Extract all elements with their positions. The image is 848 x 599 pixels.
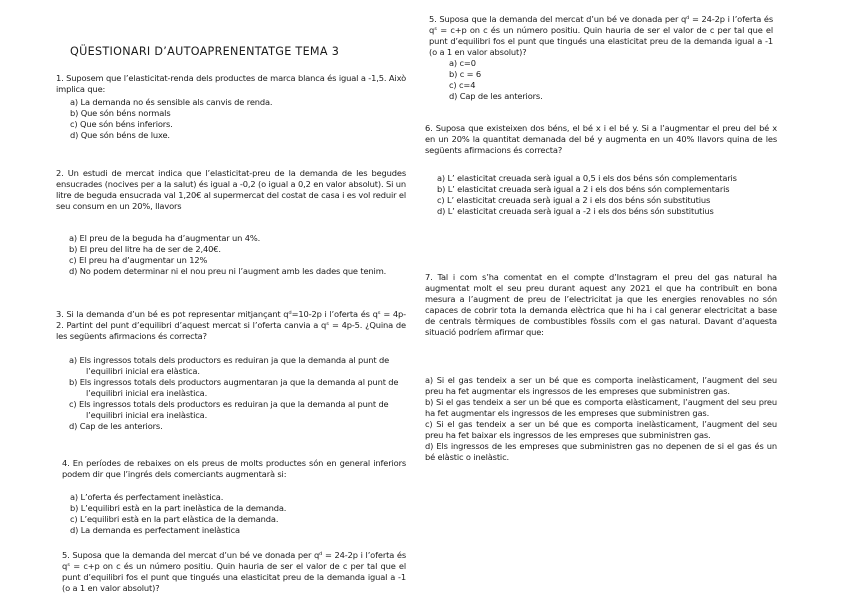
question-4-stem: 4. En períodes de rebaixes on els preus de molts productes són en general inferiors podem dir que l’ingrés dels comerciants augmentarà si: <box>62 458 406 479</box>
question-1-options <box>56 97 406 141</box>
option: b) c = 6 <box>449 69 482 79</box>
question-7-stem: 7. Tal i com s’ha comentat en el compte d’Instagram el preu del gas natural ha augmentat molt el seu preu durant aquest any 2021 el que ha contribuït en bona mesura a l’augment de preu de l’electricitat ja que les energies renovables no són capaces de cobrir tota la demanda elèctrica que hi ha i cal generar electricitat a base de centrals tèrmiques de combustibles fòssils com el gas natural. Davant d’aquesta situació podríem afirmar que: <box>425 272 777 337</box>
option: a) L’oferta és perfectament inelàstica. <box>70 492 224 502</box>
option: b) Els ingressos totals dels productors augmentaran ja que la demanda al punt de l’equilibri inicial era inelàstica. <box>69 377 399 398</box>
option: d) Cap de les anteriors. <box>69 421 163 431</box>
option: a) El preu de la beguda ha d’augmentar un 4%. <box>69 233 261 243</box>
question-3-options <box>56 355 406 432</box>
question-6-options <box>437 173 777 217</box>
option: c) c=4 <box>449 80 476 90</box>
question-3-stem: 3. Si la demanda d’un bé es pot representar mitjançant qᵈ=10-2p i l’oferta és qˢ = 4p-2. Partint del punt d’equilibri d’aquest mercat si l’oferta canvia a qˢ = 4p-5. ¿Quina de les següents afirmacions és correcta? <box>56 309 406 341</box>
option: d) No podem determinar ni el nou preu ni l’augment amb les dades que tenim. <box>69 266 387 276</box>
question-1-stem: 1. Suposem que l’elasticitat-renda dels productes de marca blanca és igual a -1,5. Això implica que: <box>56 73 406 94</box>
option: c) Si el gas tendeix a ser un bé que es comporta inelàsticament, l’augment del seu preu ha fet baixar els ingressos de les empreses que subministren gas. <box>425 419 777 440</box>
option: a) La demanda no és sensible als canvis de renda. <box>70 97 273 107</box>
option: d) La demanda es perfectament inelàstica <box>70 525 240 535</box>
question-5-options <box>435 58 769 102</box>
question-7-options <box>425 375 777 463</box>
option: d) Els ingressos de les empreses que subministren gas no depenen de si el gas és un bé elàstic o inelàstic. <box>425 441 777 462</box>
option: a) Si el gas tendeix a ser un bé que es comporta inelàsticament, l’augment del seu preu ha fet augmentar els ingressos de les empreses que subministren gas. <box>425 375 777 396</box>
question-2-stem: 2. Un estudi de mercat indica que l’elasticitat-preu de la demanda de les begudes ensucrades (nocives per a la salut) és igual a -0,2 (o igual a 0,2 en valor absolut). Si un litre de beguda ensucrada val 1,20€ al supermercat del costat de casa i es vol reduir el seu consum en un 20%, llavors <box>56 168 406 211</box>
option: c) L’ elasticitat creuada serà igual a 2 i els dos béns són substitutius <box>437 195 711 205</box>
option: b) L’ elasticitat creuada serà igual a 2 i els dos béns són complementaris <box>437 184 730 194</box>
option: b) El preu del litre ha de ser de 2,40€. <box>69 244 221 254</box>
option: a) L’ elasticitat creuada serà igual a 0,5 i els dos béns són complementaris <box>437 173 737 183</box>
option: d) Que són béns de luxe. <box>70 130 170 140</box>
question-5-continuation <box>429 14 777 58</box>
option: b) L’equilibri està en la part inelàstica de la demanda. <box>70 503 287 513</box>
question-6-stem: 6. Suposa que existeixen dos béns, el bé x i el bé y. Si a l’augmentar el preu del bé x en un 20% la quantitat demanada del bé y augmenta en un 40% llavors quina de les següents afirmacions és correcta? <box>425 123 777 155</box>
option: c) L’equilibri està en la part elàstica de la demanda. <box>70 514 279 524</box>
option: c) Que són béns inferiors. <box>70 119 173 129</box>
question-4-options <box>56 492 406 536</box>
question-2-options <box>56 233 406 277</box>
option: d) Cap de les anteriors. <box>449 91 543 101</box>
option: c) El preu ha d’augmentar un 12% <box>69 255 208 265</box>
question-5-stem: 5. Suposa que la demanda del mercat d’un bé ve donada per qᵈ = 24-2p i l’oferta és qˢ = c+p on c és un número positiu. Quin hauria de ser el valor de c per tal que el punt d’equilibri fos el punt que tingués una elasticitat preu de la demanda igual a -1 (o a 1 en valor absolut)? <box>62 550 406 593</box>
option: b) Que són béns normals <box>70 108 171 118</box>
option: b) Si el gas tendeix a ser un bé que es comporta elàsticament, l’augment del seu preu ha fet augmentar els ingressos de les empreses que subministren gas. <box>425 397 777 418</box>
option: a) Els ingressos totals dels productors es reduiran ja que la demanda al punt de l’equilibri inicial era elàstica. <box>69 355 390 376</box>
question-5-continued-text: 5. Suposa que la demanda del mercat d’un bé ve donada per qᵈ = 24-2p i l’oferta és qˢ = c+p on c és un número positiu. Quin hauria de ser el valor de c per tal que el punt d’equilibri fos el punt que tingués una elasticitat preu de la demanda igual a -1 (o a 1 en valor absolut)? <box>429 14 773 57</box>
document-title: QÜESTIONARI D’AUTOAPRENENTATGE TEMA 3 <box>70 44 340 58</box>
option: a) c=0 <box>449 58 476 68</box>
option: c) Els ingressos totals dels productors es reduiran ja que la demanda al punt de l’equilibri inicial era inelàstica. <box>69 399 389 420</box>
option: d) L’ elasticitat creuada serà igual a -2 i els dos béns són substitutius <box>437 206 714 216</box>
